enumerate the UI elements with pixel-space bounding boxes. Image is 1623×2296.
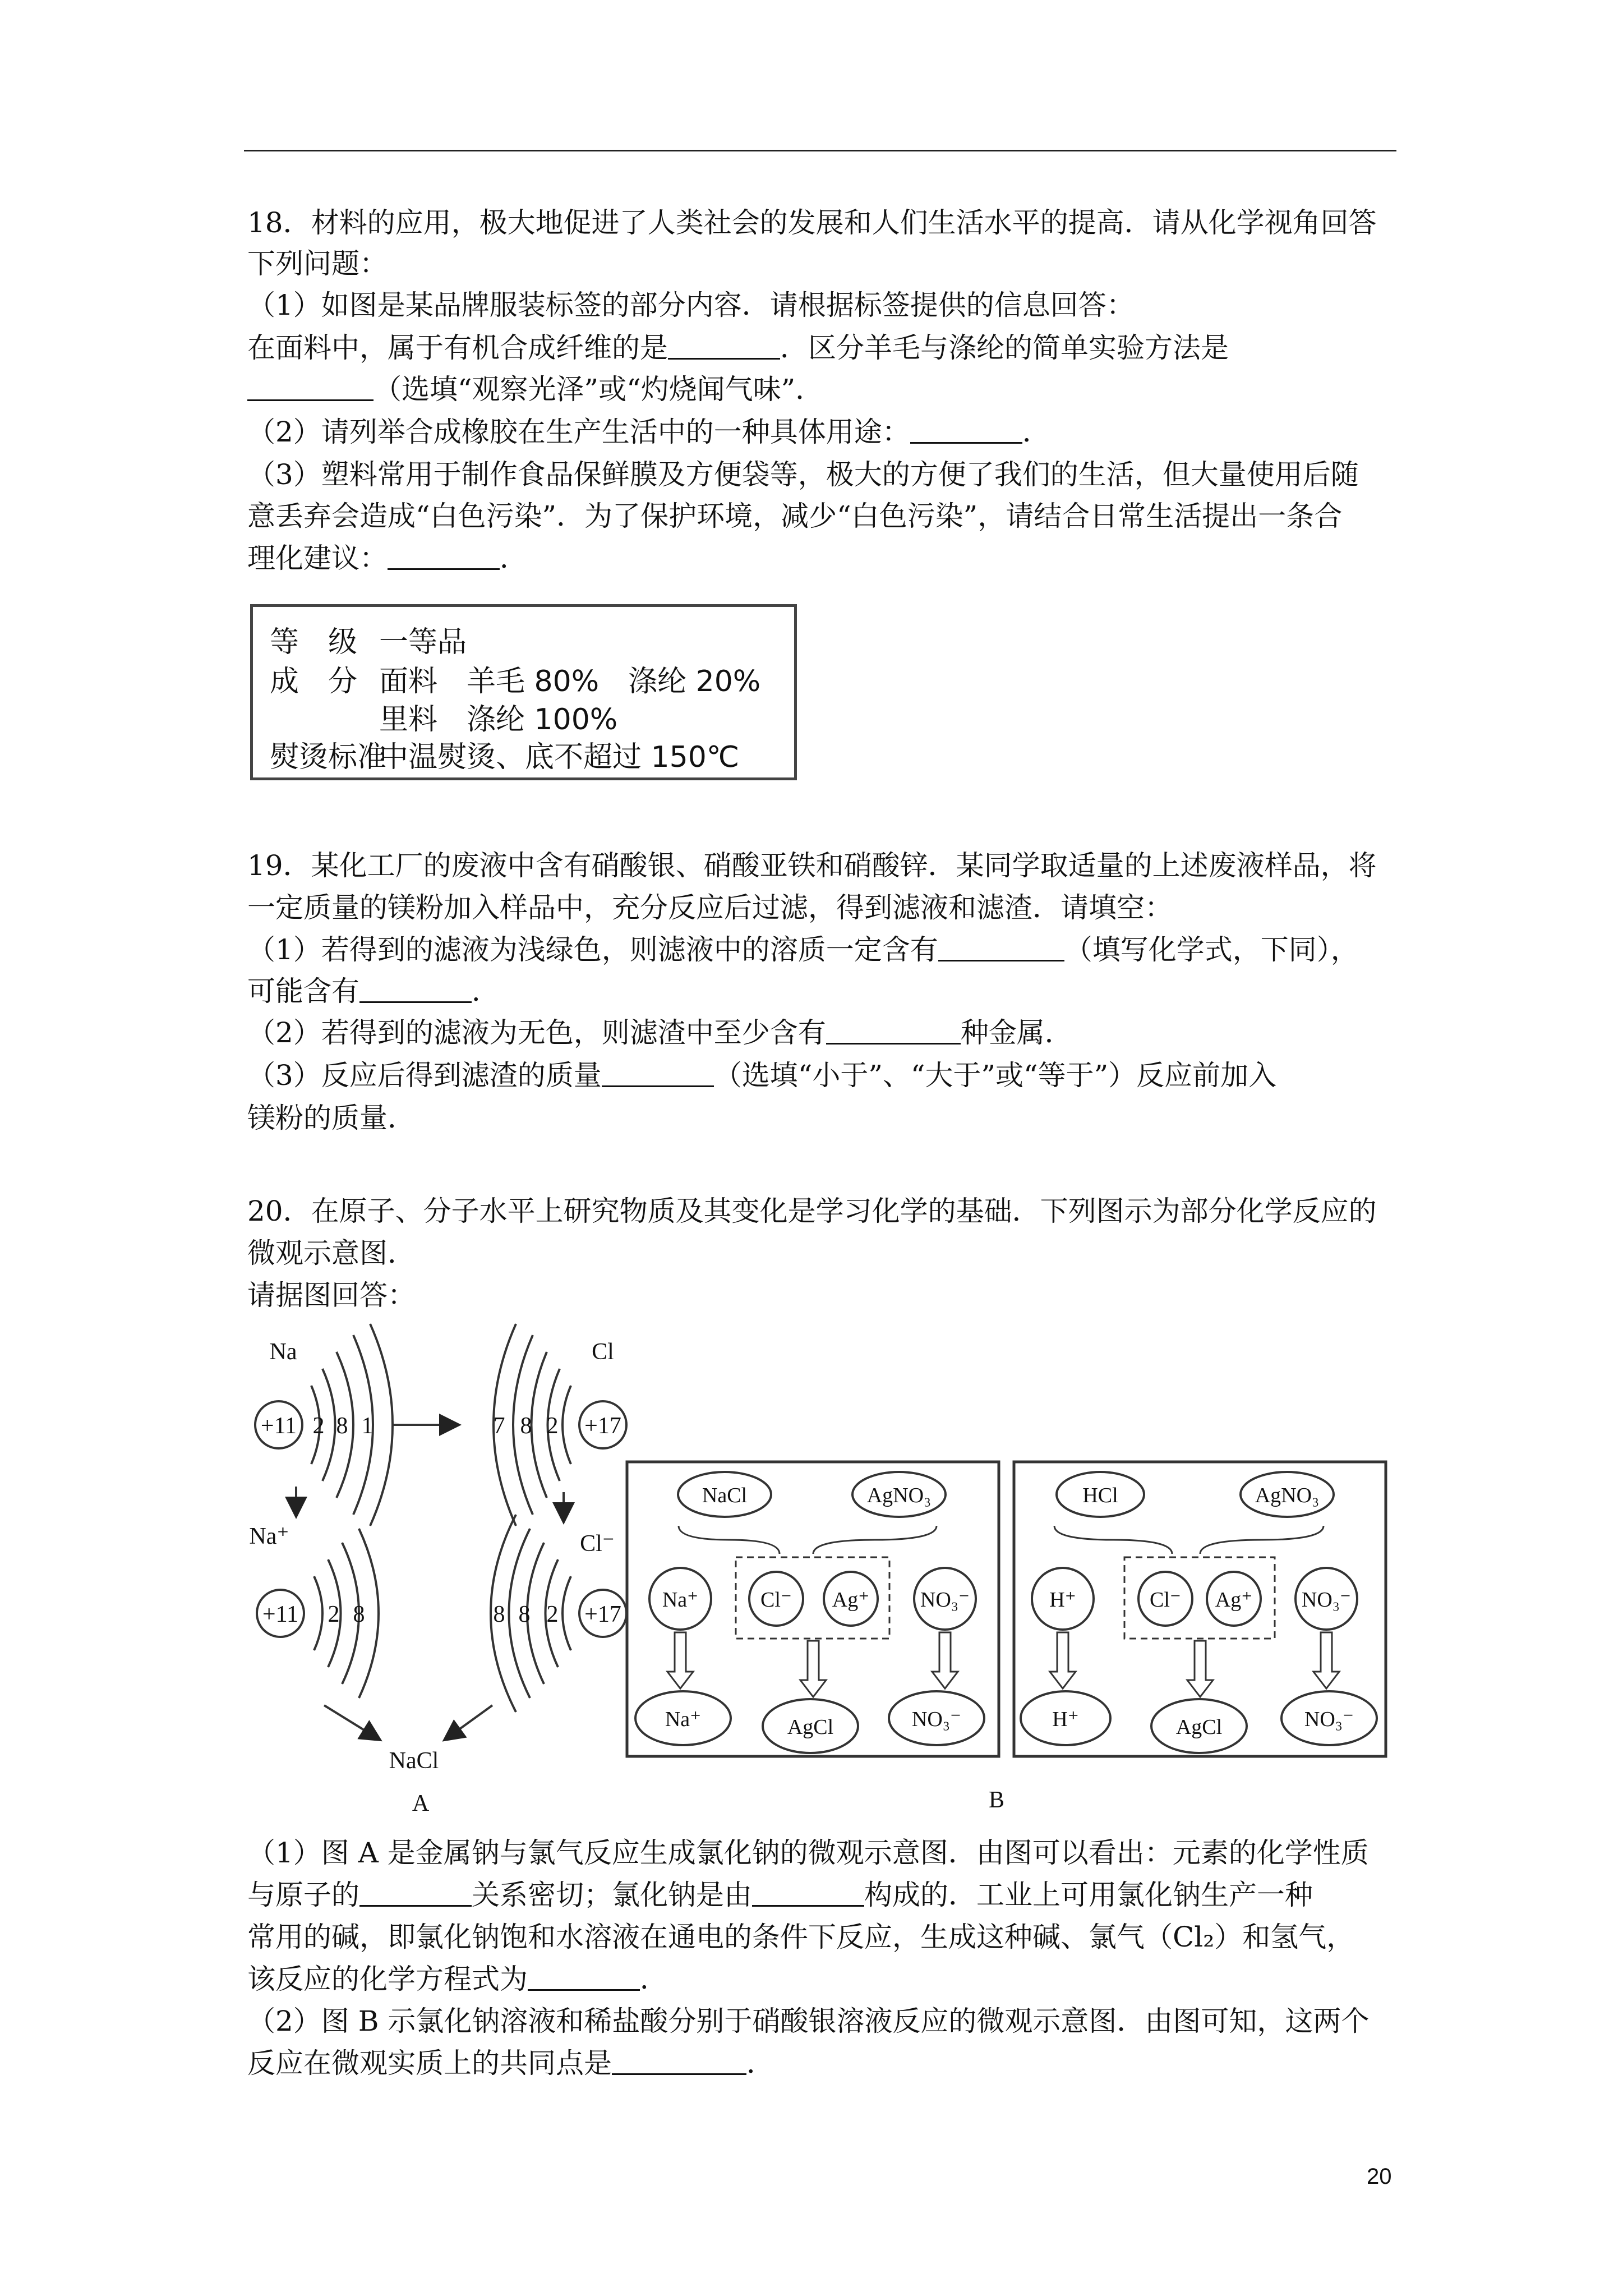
cl-shell-count: 7 bbox=[493, 1413, 505, 1439]
b1-ion-text: NO₃⁻ bbox=[920, 1588, 970, 1612]
q19-sub2-post: 种金属． bbox=[960, 1016, 1073, 1049]
q18-sub1: （1）如图是某品牌服装标签的部分内容．请根据标签提供的信息回答： bbox=[247, 289, 1135, 321]
q19-sub3b: 镁粉的质量． bbox=[247, 1102, 416, 1134]
q18-sub2-pre: （2）请列举合成橡胶在生产生活中的一种具体用途： bbox=[247, 416, 910, 448]
label-comp-key: 成 分 bbox=[270, 665, 358, 698]
na-shell-count: 8 bbox=[336, 1413, 348, 1439]
q20-sub1b-post: 构成的．工业上可用氯化钠生产一种 bbox=[864, 1879, 1313, 1911]
q20-title-cont: 微观示意图． bbox=[247, 1237, 416, 1269]
nacl-product-label: NaCl bbox=[389, 1748, 439, 1774]
b1-product-text: AgCl bbox=[787, 1715, 834, 1739]
q19-sub3-pre: （3）反应后得到滤渣的质量 bbox=[247, 1059, 602, 1092]
na-ion-shell-count: 8 bbox=[353, 1602, 365, 1627]
b1-down-arrow bbox=[932, 1632, 958, 1688]
b2-down-arrow bbox=[1187, 1641, 1213, 1697]
q20-sub1d bbox=[247, 1958, 1398, 2000]
q20-sub1c: 常用的碱，即氯化钠饱和水溶液在通电的条件下反应，生成这种碱、氯气（Cl₂）和氢气， bbox=[247, 1921, 1355, 1953]
na-ion-shell-count: 2 bbox=[328, 1602, 340, 1627]
diagram-label-a: A bbox=[412, 1791, 430, 1816]
b1-bracket bbox=[813, 1526, 937, 1554]
b1-bracket bbox=[679, 1526, 780, 1554]
cl-label: Cl bbox=[592, 1339, 614, 1365]
b2-down-arrow bbox=[1313, 1632, 1339, 1688]
na-ion-nucleus-charge: +11 bbox=[262, 1602, 299, 1627]
q18-sub3a: （3）塑料常用于制作食品保鲜膜及方便袋等，极大的方便了我们的生活，但大量使用后随 bbox=[247, 458, 1359, 491]
answer-blank[interactable] bbox=[752, 1874, 864, 1907]
b1-down-arrow bbox=[667, 1632, 693, 1688]
q19-sub3-post: （选填“小于”、“大于”或“等于”）反应前加入 bbox=[713, 1059, 1277, 1092]
q20-sub1b-pre: 与原子的 bbox=[247, 1879, 359, 1911]
b1-ion-text: Na⁺ bbox=[662, 1588, 699, 1612]
answer-blank[interactable] bbox=[612, 2042, 746, 2075]
answer-blank[interactable] bbox=[359, 1874, 472, 1907]
q20-sub1b bbox=[247, 1874, 1398, 1916]
b2-agno3-text: AgNO₃ bbox=[1255, 1484, 1320, 1507]
b2-product-text: NO₃⁻ bbox=[1304, 1708, 1354, 1731]
na-shell-count: 2 bbox=[312, 1413, 325, 1439]
cl-shell-count: 2 bbox=[546, 1413, 559, 1439]
diagram-label-b: B bbox=[988, 1787, 1005, 1813]
b1-nacl-text: NaCl bbox=[702, 1484, 748, 1507]
q19-sub1b-pre: 可能含有 bbox=[247, 975, 359, 1007]
q18-sub1a-post: ．区分羊毛与涤纶的简单实验方法是 bbox=[780, 332, 1229, 364]
label-iron-val: 中温熨烫、底不超过 150℃ bbox=[379, 740, 740, 774]
na-ion-label: Na⁺ bbox=[249, 1524, 289, 1549]
q20-prompt: 请据图回答： bbox=[247, 1279, 416, 1312]
b2-down-arrow bbox=[1050, 1632, 1076, 1688]
na-nucleus-charge: +11 bbox=[260, 1413, 297, 1439]
label-lining: 里料 涤纶 100% bbox=[379, 703, 618, 737]
arrow-to-nacl bbox=[324, 1705, 379, 1739]
q20-sub1a: （1）图 A 是金属钠与氯气反应生成氯化钠的微观示意图．由图可以看出：元素的化学性质 bbox=[247, 1837, 1369, 1869]
q18-title-cont: 下列问题： bbox=[247, 247, 388, 280]
cl-ion-nucleus-charge: +17 bbox=[584, 1602, 621, 1627]
q19-sub2-pre: （2）若得到的滤液为无色，则滤渣中至少含有 bbox=[247, 1016, 826, 1049]
b2-ion-text: NO₃⁻ bbox=[1301, 1588, 1352, 1612]
cl-shell-arc bbox=[532, 1352, 547, 1498]
label-face: 面料 羊毛 80% 涤纶 20% bbox=[379, 665, 761, 698]
q20-sub2a: （2）图 B 示氯化钠溶液和稀盐酸分别于硝酸银溶液反应的微观示意图．由图可知，这两个 bbox=[247, 2005, 1370, 2037]
b2-product-text: AgCl bbox=[1175, 1715, 1223, 1739]
cl-ion-shell-arc bbox=[562, 1576, 571, 1650]
b2-bracket bbox=[1054, 1526, 1172, 1554]
answer-blank[interactable] bbox=[528, 1958, 640, 1991]
b1-product-text: Na⁺ bbox=[665, 1708, 702, 1731]
cl-shell-count: 8 bbox=[520, 1413, 532, 1439]
q18-sub3c-pre: 理化建议： bbox=[247, 542, 388, 574]
label-iron-key: 熨烫标准 bbox=[270, 740, 387, 774]
page-number: 20 bbox=[1367, 2164, 1392, 2189]
q19-title-cont: 一定质量的镁粉加入样品中，充分反应后过滤，得到滤液和滤渣．请填空： bbox=[247, 891, 1173, 924]
na-shell-count: 1 bbox=[361, 1413, 374, 1439]
q18-sub3b: 意丢弃会造成“白色污染”．为了保护环境，减少“白色污染”，请结合日常生活提出一条合 bbox=[247, 500, 1343, 532]
label-grade-key: 等 级 bbox=[270, 625, 358, 659]
b2-product-text: H⁺ bbox=[1052, 1708, 1079, 1731]
q19-title: 19．某化工厂的废液中含有硝酸银、硝酸亚铁和硝酸锌．某同学取适量的上述废液样品，将 bbox=[247, 849, 1377, 882]
label-grade-val: 一等品 bbox=[379, 625, 467, 659]
q20-sub1b-mid: 关系密切；氯化钠是由 bbox=[472, 1879, 752, 1911]
cl-ion-shell-count: 8 bbox=[493, 1602, 505, 1627]
na-ion-shell-arc bbox=[314, 1576, 322, 1650]
cl-ion-shell-count: 2 bbox=[546, 1602, 559, 1627]
b2-bracket bbox=[1200, 1526, 1324, 1554]
arrow-to-nacl bbox=[446, 1705, 492, 1739]
q19-sub1b-post: ． bbox=[472, 975, 500, 1007]
q20-title: 20．在原子、分子水平上研究物质及其变化是学习化学的基础．下列图示为部分化学反应的 bbox=[247, 1195, 1377, 1227]
cl-shell-arc bbox=[562, 1386, 571, 1464]
cl-ion-shell-count: 8 bbox=[518, 1602, 531, 1627]
b2-ion-text: H⁺ bbox=[1049, 1588, 1076, 1612]
q18-sub2-post: ． bbox=[1022, 416, 1050, 448]
b1-ion-text: Cl⁻ bbox=[760, 1588, 792, 1612]
q18-title: 18．材料的应用，极大地促进了人类社会的发展和人们生活水平的提高．请从化学视角回答 bbox=[247, 206, 1377, 239]
b2-ion-text: Cl⁻ bbox=[1150, 1588, 1181, 1612]
q18-sub1a-pre: 在面料中，属于有机合成纤维的是 bbox=[247, 332, 668, 364]
q20-sub1d-pre: 该反应的化学方程式为 bbox=[247, 1963, 528, 1995]
q20-sub1d-post: ． bbox=[640, 1963, 668, 1995]
q20-sub2b bbox=[247, 2042, 1398, 2085]
q18-sub1b-post: （选填“观察光泽”或“灼烧闻气味”． bbox=[374, 373, 824, 406]
b1-down-arrow bbox=[800, 1641, 826, 1697]
b2-hcl-text: HCl bbox=[1082, 1484, 1118, 1507]
q18-sub3c-post: ． bbox=[500, 542, 528, 574]
b1-ion-text: Ag⁺ bbox=[832, 1588, 870, 1612]
q19-sub1-pre: （1）若得到的滤液为浅绿色，则滤液中的溶质一定含有 bbox=[247, 933, 938, 966]
b2-ion-text: Ag⁺ bbox=[1215, 1588, 1253, 1612]
b1-agno3-text: AgNO₃ bbox=[866, 1484, 932, 1507]
q20-sub2b-pre: 反应在微观实质上的共同点是 bbox=[247, 2047, 612, 2079]
b1-product-text: NO₃⁻ bbox=[911, 1708, 962, 1731]
cl-nucleus-charge: +17 bbox=[584, 1413, 621, 1439]
q19-sub1-post: （填写化学式，下同）， bbox=[1064, 933, 1359, 966]
q20-sub2b-post: ． bbox=[746, 2047, 774, 2079]
cl-ion-label: Cl⁻ bbox=[580, 1531, 615, 1557]
na-label: Na bbox=[269, 1339, 297, 1365]
